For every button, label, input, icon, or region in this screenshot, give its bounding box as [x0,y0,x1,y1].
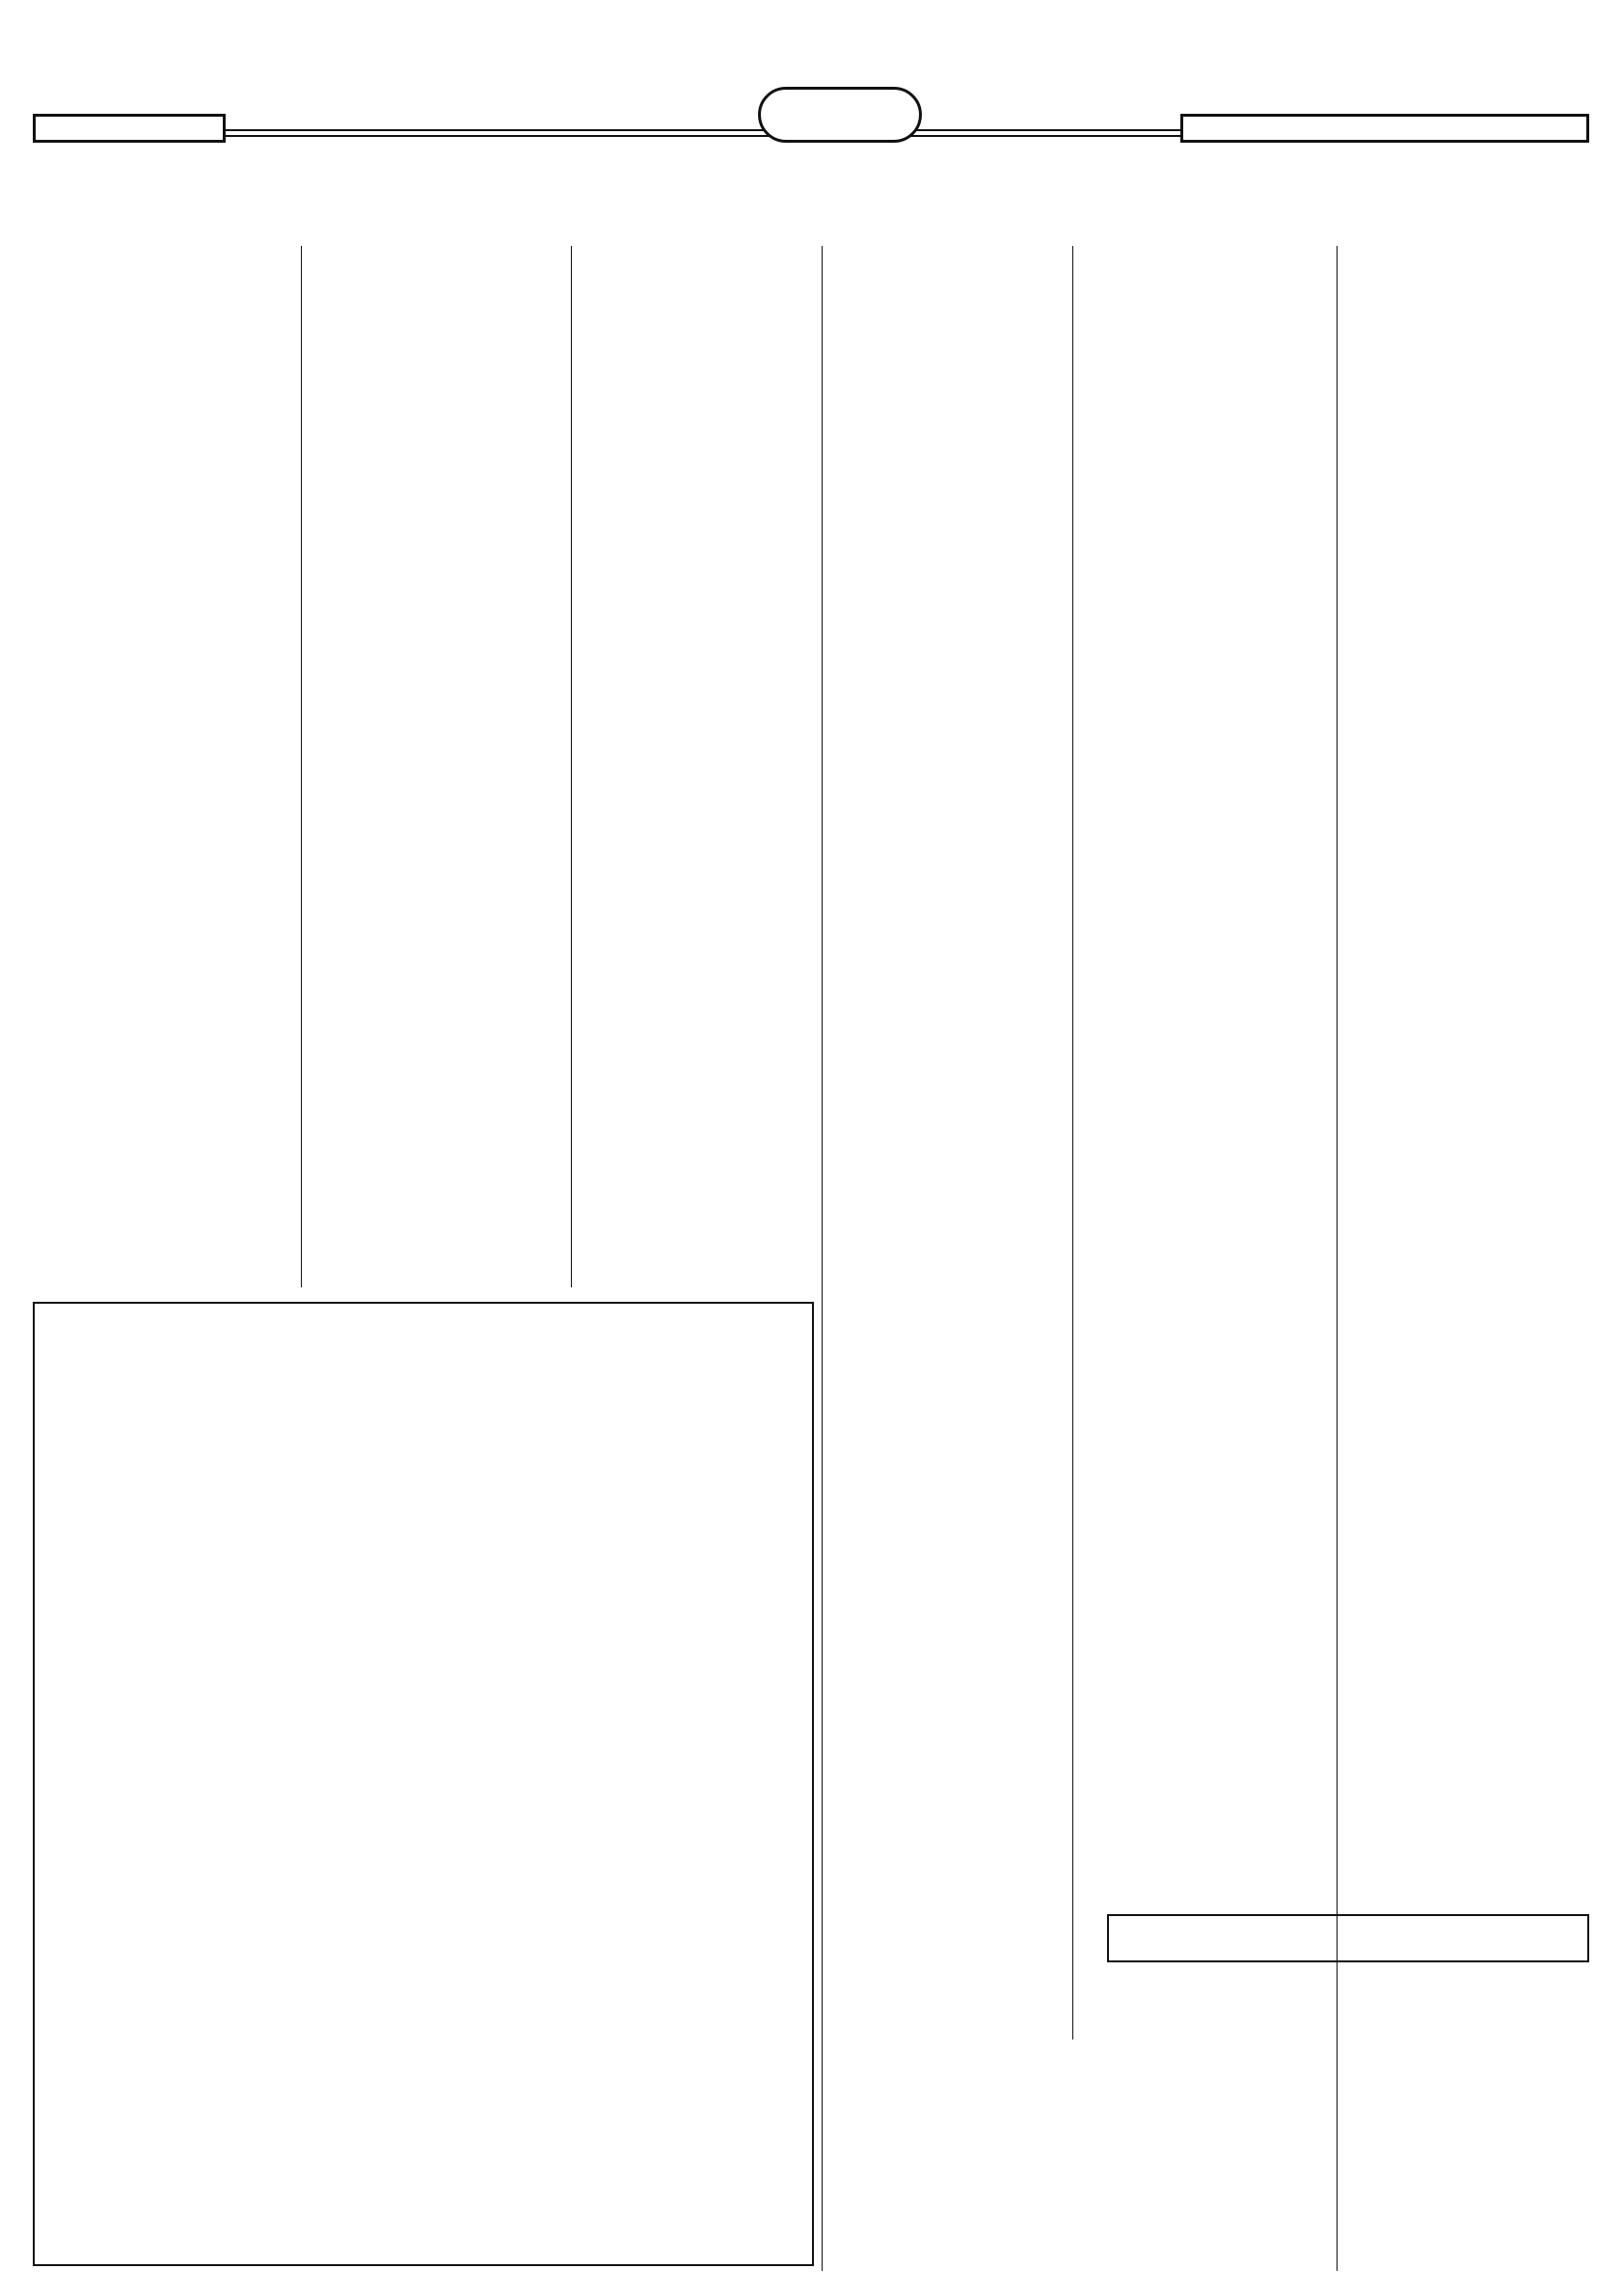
news-column-2 [1080,246,1327,2039]
issue-date-box [1180,114,1589,143]
page-number-box [33,114,226,143]
masthead-logo [758,87,922,143]
news-column-4 [579,246,812,1287]
shura-headline-box [1107,1914,1589,1962]
news-column-6 [33,246,293,1287]
masthead [33,96,1589,141]
news-column-5 [309,246,561,1287]
shura-column-2 [1080,1972,1327,2271]
health-decree-box [33,1302,814,2266]
news-column-1 [1345,246,1589,2039]
news-column-3 [829,246,1063,2271]
main-headline [29,174,1591,228]
shura-column-1 [1345,1972,1589,2271]
